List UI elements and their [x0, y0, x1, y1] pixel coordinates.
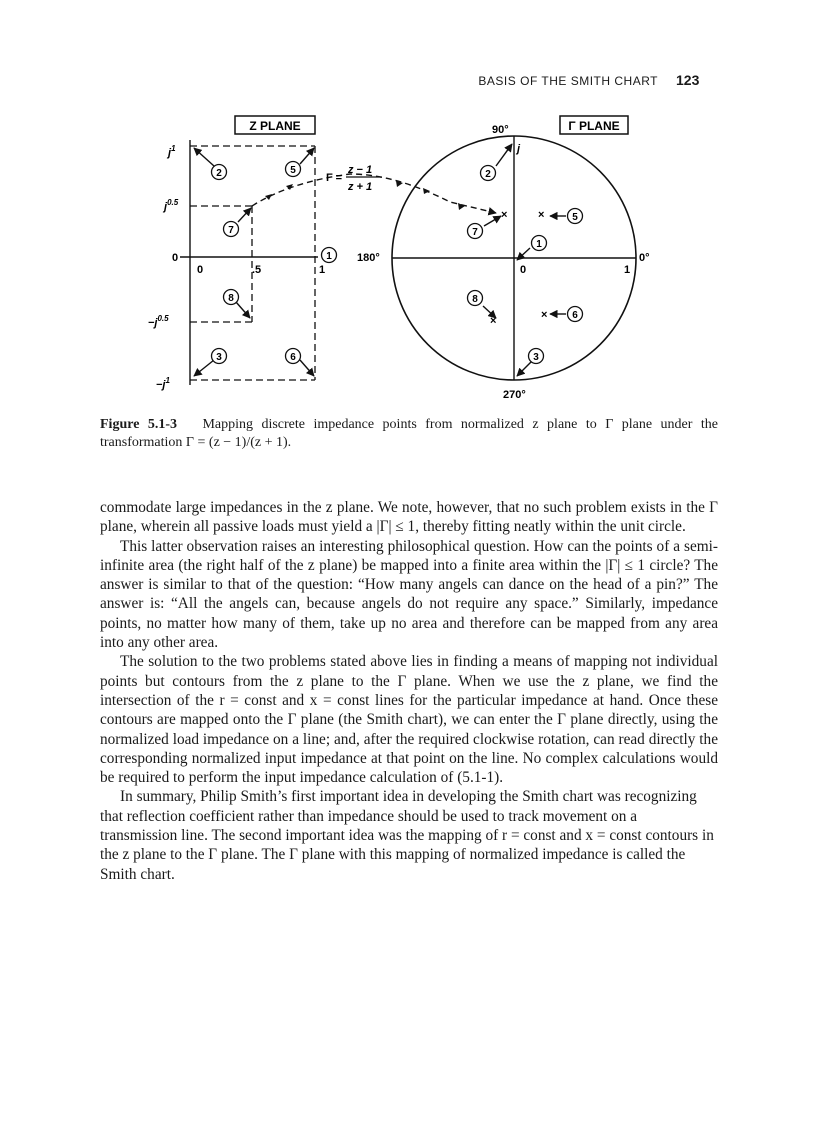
- page-number: 123: [676, 72, 700, 88]
- svg-text:×: ×: [490, 315, 497, 327]
- z-y-label-mj05: $-j^{0.5}$: [148, 314, 169, 329]
- svg-text:8: 8: [472, 294, 478, 305]
- z-y-label-j05: $j^{0.5}$: [164, 198, 179, 213]
- transform-den: z + 1: [348, 181, 373, 193]
- angle-90: 90°: [492, 124, 509, 136]
- transform-lhs: Γ =: [326, 172, 343, 184]
- body-text: [100, 498, 718, 884]
- gamma-plane-label: Γ PLANE: [568, 119, 620, 133]
- gamma-axis-j: j: [517, 143, 521, 155]
- z-x-label-05: .5: [252, 264, 262, 276]
- svg-text:3: 3: [216, 352, 222, 363]
- svg-text:6: 6: [290, 352, 296, 363]
- svg-text:3: 3: [533, 352, 539, 363]
- z-y-label-j1: $j^1$: [168, 144, 176, 159]
- z-plane-label: Z PLANE: [249, 119, 301, 133]
- figure-mapping: [140, 110, 700, 410]
- paragraph: The solution to the two problems stated above lies in finding a means of mapping not individual points but contours from the z plane to the Γ plane. When we use the z plane, we find the intersection of the r = const and x = const lines for the particular impedance at hand. Once these contours are mapped onto the Γ plane (the Smith chart), we can enter the Γ plane directly, using the normalized load impedance on a line; and, after the required clockwise rotation, can read directly the corresponding normalized input impedance at that point on the line. No complex calculations would be required to perform the input impedance calculation of (5.1-1).: [100, 653, 718, 787]
- svg-text:2: 2: [216, 168, 222, 179]
- z-x-label-1: 1: [319, 264, 326, 276]
- paragraph: In summary, Philip Smith’s first important idea in developing the Smith chart was recognizing that reflection coefficient rather than impedance should be used to track movement on a transmission line. The second important idea was the mapping of r = const and x = const contours in the z plane to the Γ plane. The Γ plane with this mapping of normalized impedance is called the Smith chart.: [100, 788, 714, 883]
- paragraph: This latter observation raises an interesting philosophical question. How can the points of a semi-infinite area (the right half of the z plane) be mapped into a finite area within the |Γ| ≤ 1 circle? The answer is similar to that of the question: “How many angels can dance on the head of a pin?” The answer is: “All the angels can, because angels do not require any space.” Similarly, impedance points, no matter how many of them, take up no area and therefore can be mapped from any area into any other area.: [100, 537, 718, 652]
- paragraph: commodate large impedances in the z plane. We note, however, that no such problem exists in the Γ plane, wherein all passive loads must yield a |Γ| ≤ 1, thereby fitting neatly within the unit circle.: [100, 499, 718, 536]
- svg-text:1: 1: [326, 251, 332, 262]
- gamma-markers: [490, 209, 547, 327]
- svg-text:×: ×: [538, 209, 545, 221]
- angle-0: 0°: [639, 252, 650, 264]
- svg-text:5: 5: [572, 212, 578, 223]
- svg-text:2: 2: [485, 169, 491, 180]
- svg-text:×: ×: [501, 209, 508, 221]
- figure-caption: [100, 416, 718, 452]
- svg-text:×: ×: [541, 309, 548, 321]
- svg-text:6: 6: [572, 310, 578, 321]
- svg-text:5: 5: [290, 165, 296, 176]
- z-dashed-guides: [190, 146, 315, 380]
- angle-270: 270°: [503, 389, 526, 401]
- z-point-arrows: [194, 148, 314, 376]
- caption-lead: Figure 5.1-3: [100, 417, 178, 432]
- svg-text:7: 7: [228, 225, 234, 236]
- z-point-labels: [212, 162, 337, 364]
- caption-text: Mapping discrete impedance points from normalized z plane to Γ plane under the transformation Γ = (z − 1)/(z + 1).: [100, 417, 718, 450]
- figure-svg: [140, 110, 700, 410]
- z-x-label-0: 0: [197, 264, 204, 276]
- transform-num: z − 1: [348, 164, 373, 176]
- z-y-label-mj1: $-j^1$: [156, 376, 170, 391]
- gamma-x-label-0: 0: [520, 264, 527, 276]
- svg-text:1: 1: [536, 239, 542, 250]
- gamma-x-label-1: 1: [624, 264, 631, 276]
- z-y-label-0: 0: [172, 252, 179, 264]
- running-title: BASIS OF THE SMITH CHART: [478, 74, 658, 88]
- svg-text:7: 7: [472, 227, 478, 238]
- angle-180: 180°: [357, 252, 380, 264]
- gamma-point-arrows: [483, 144, 566, 376]
- svg-text:8: 8: [228, 293, 234, 304]
